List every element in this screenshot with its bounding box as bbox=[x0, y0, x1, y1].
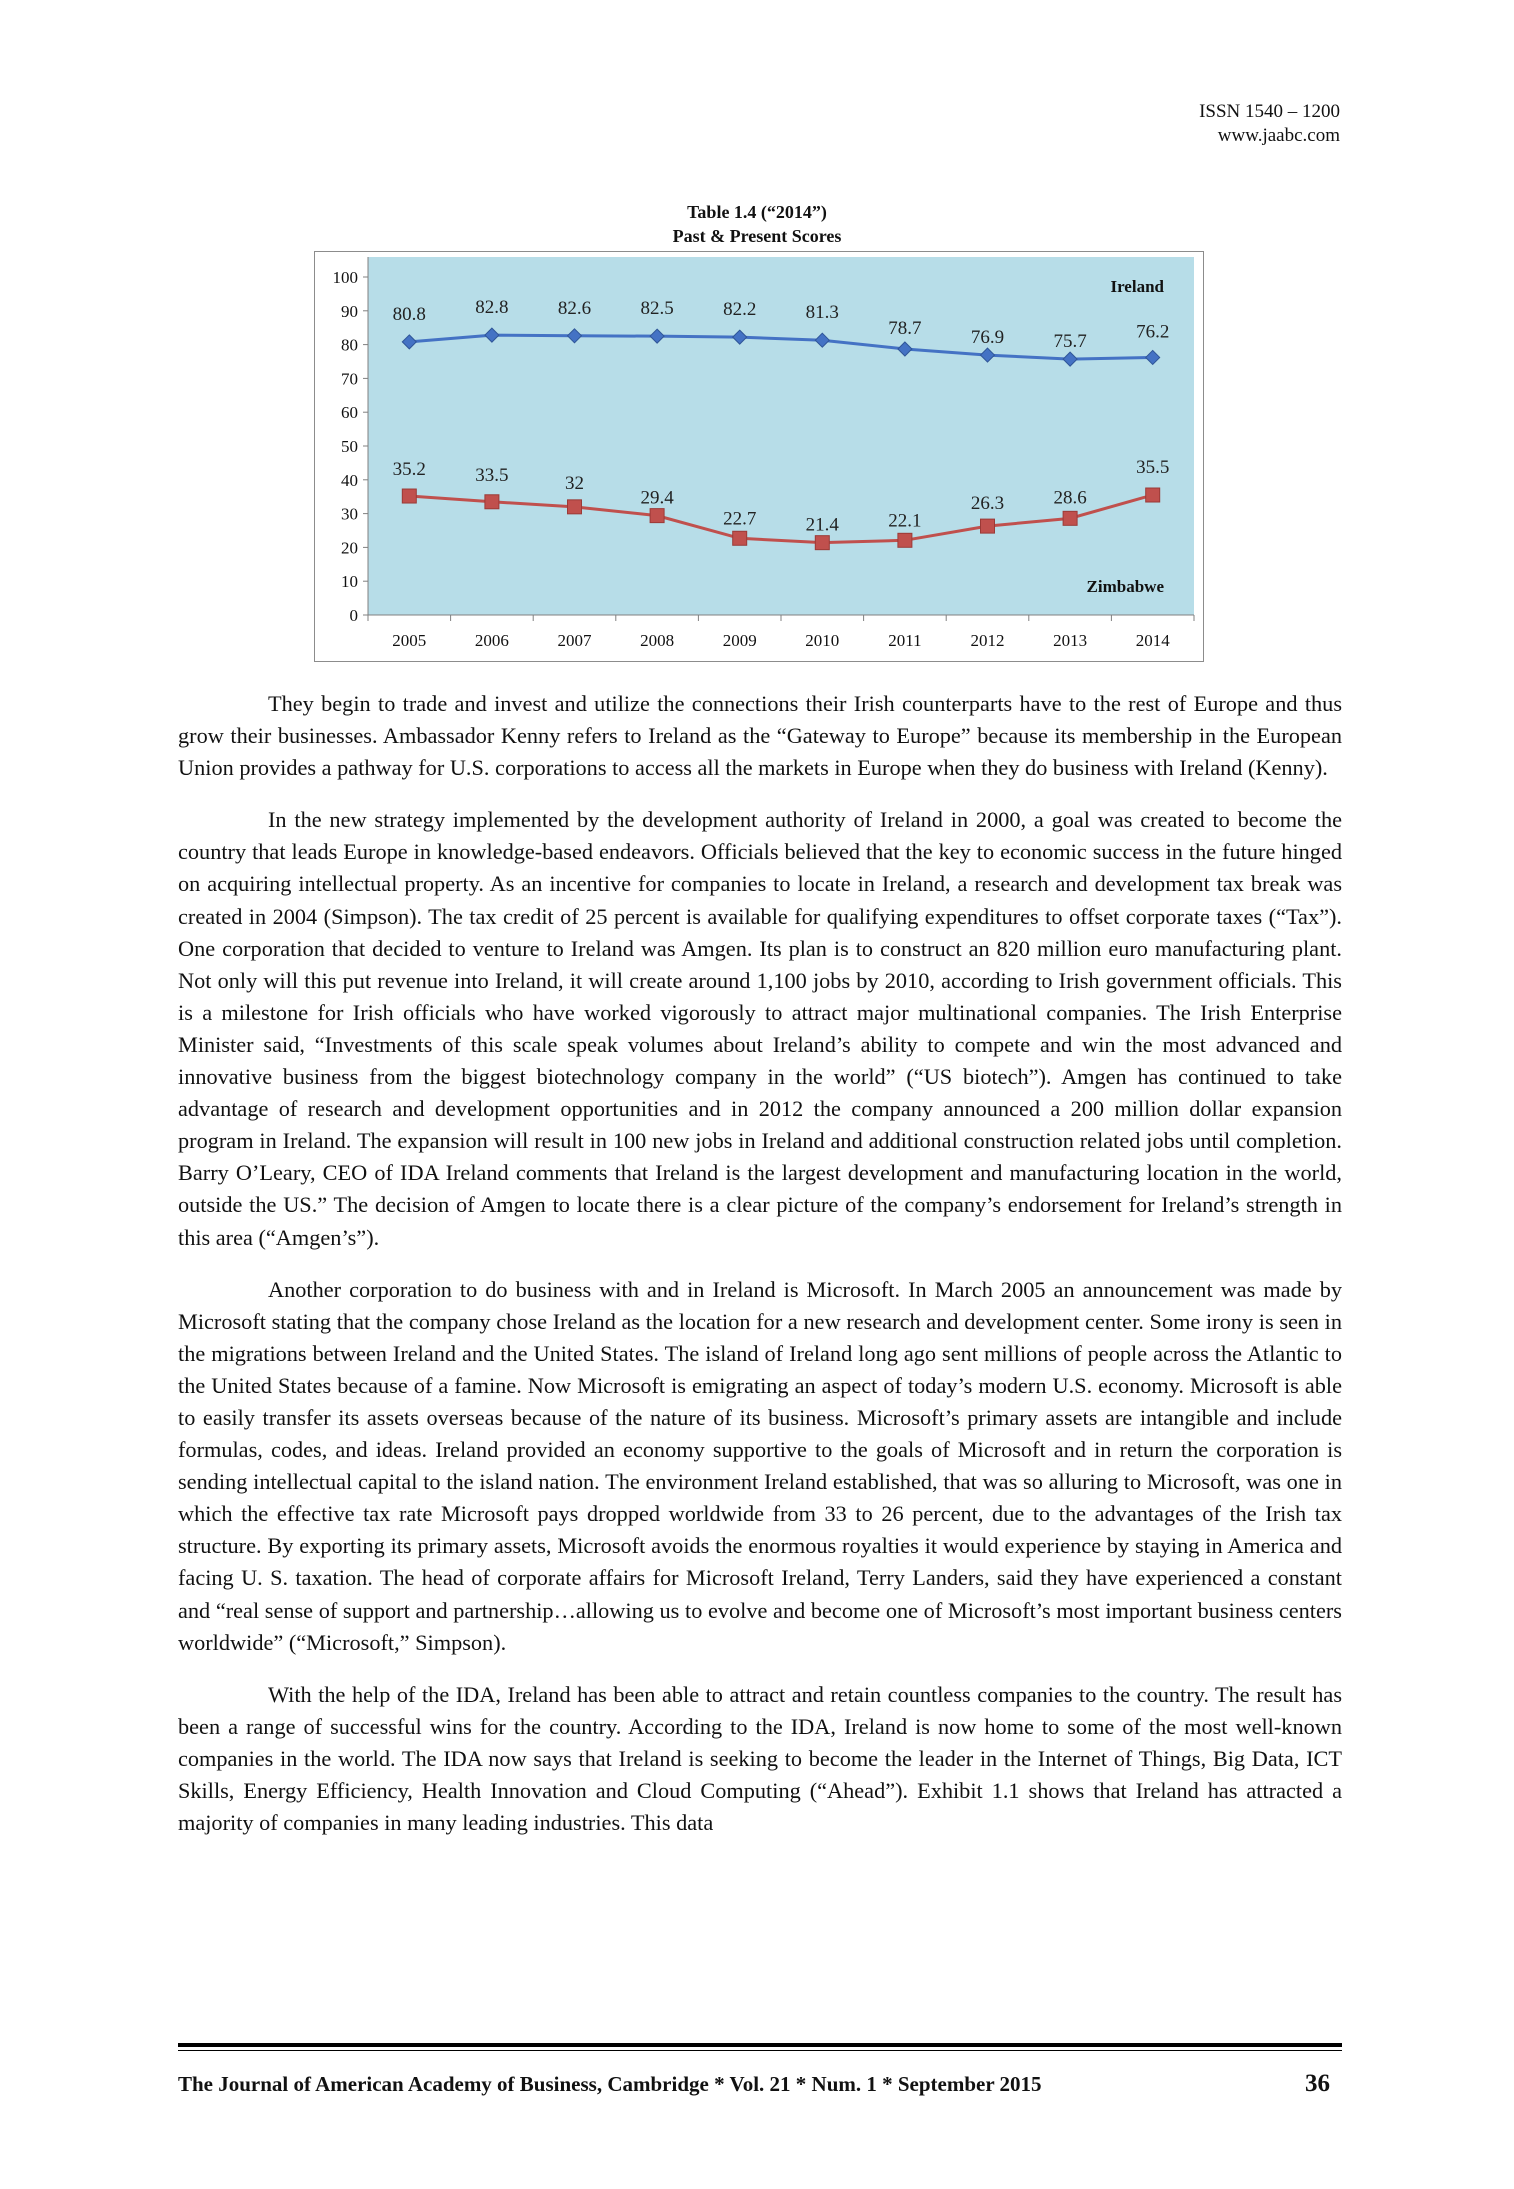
data-label-zimbabwe: 33.5 bbox=[475, 464, 509, 486]
footer-rule-thick bbox=[178, 2043, 1342, 2047]
data-label-ireland: 76.2 bbox=[1136, 321, 1170, 343]
data-label-zimbabwe: 28.6 bbox=[1053, 487, 1087, 509]
page-footer bbox=[178, 2072, 1342, 2102]
data-point-zimbabwe bbox=[485, 495, 499, 509]
y-tick-label: 50 bbox=[341, 437, 358, 456]
data-point-zimbabwe bbox=[568, 500, 582, 514]
chart-svg bbox=[314, 251, 1204, 662]
paragraph-amgen: In the new strategy implemented by the development authority of Ireland in 2000, a goal was created to become the country that leads Europe in knowledge-based endeavors. Officials believed that the key to economic success in the future hinged on acquiring intellectual property. As an incentive for companies to locate in Ireland, a research and development tax break was created in 2004 (Simpson). The tax credit of 25 percent is available for qualifying expenditures to offset corporate taxes (“Tax”). One corporation that decided to venture to Ireland was Amgen. Its plan is to construct an 820 million euro manufacturing plant. Not only will this put revenue into Ireland, it will create around 1,100 jobs by 2010, according to Irish government officials. This is a milestone for Irish officials who have worked vigorously to attract major multinational companies. The Irish Enterprise Minister said, “Investments of this scale speak volumes about Ireland’s ability to compete and win the most advanced and innovative business from the biggest biotechnology company in the world” (“US biotech”). Amgen has continued to take advantage of research and development opportunities and in 2012 the company announced a 200 million dollar expansion program in Ireland. The expansion will result in 100 new jobs in Ireland and additional construction related jobs until completion. Barry O’Leary, CEO of IDA Ireland comments that Ireland is the largest development and manufacturing location in the world, outside the US.” The decision of Amgen to locate there is a clear picture of the company’s endorsement for Ireland’s strength in this area (“Amgen’s”). bbox=[178, 807, 1342, 1250]
scores-line-chart bbox=[314, 251, 1204, 662]
series-label-ireland: Ireland bbox=[1110, 277, 1164, 296]
x-tick-label: 2014 bbox=[1135, 631, 1170, 650]
data-point-zimbabwe bbox=[981, 519, 995, 533]
footer-journal-citation: The Journal of American Academy of Business, Cambridge * Vol. 21 * Num. 1 * September 2015 bbox=[178, 2072, 1042, 2096]
data-label-ireland: 75.7 bbox=[1053, 331, 1087, 353]
y-tick-label: 90 bbox=[341, 301, 358, 321]
y-tick-label: 40 bbox=[341, 470, 358, 490]
data-label-ireland: 82.6 bbox=[557, 297, 592, 319]
data-point-zimbabwe bbox=[1146, 488, 1160, 502]
data-point-zimbabwe bbox=[733, 531, 747, 545]
issn-header bbox=[1199, 100, 1340, 148]
data-label-ireland: 78.7 bbox=[888, 317, 922, 339]
x-tick-label: 2009 bbox=[722, 631, 757, 650]
x-tick-label: 2005 bbox=[392, 631, 427, 650]
data-point-zimbabwe bbox=[815, 536, 829, 550]
x-tick-label: 2007 bbox=[557, 631, 592, 650]
data-label-zimbabwe: 35.5 bbox=[1136, 457, 1170, 479]
data-label-ireland: 76.9 bbox=[970, 327, 1005, 349]
footer-rule-thin bbox=[178, 2050, 1342, 2051]
chart-caption-title: Past & Present Scores bbox=[672, 226, 842, 246]
series-label-zimbabwe: Zimbabwe bbox=[1086, 577, 1164, 596]
data-point-zimbabwe bbox=[898, 533, 912, 547]
y-tick-label: 30 bbox=[341, 504, 358, 524]
journal-website: www.jaabc.com bbox=[1217, 125, 1340, 146]
y-tick-label: 80 bbox=[341, 335, 358, 355]
chart-caption bbox=[0, 200, 1514, 248]
article-body bbox=[178, 688, 1342, 1859]
x-tick-label: 2012 bbox=[970, 631, 1005, 650]
paragraph-ida: With the help of the IDA, Ireland has been able to attract and retain countless companies to the country. The result has been a range of successful wins for the country. According to the IDA, Ireland is now home to some of the most well-known companies in the world. The IDA now says that Ireland is seeking to become the leader in the Internet of Things, Big Data, ICT Skills, Energy Efficiency, Health Innovation and Cloud Computing (“Ahead”). Exhibit 1.1 shows that Ireland has attracted a majority of companies in many leading industries. This data bbox=[178, 1681, 1342, 1836]
y-tick-label: 10 bbox=[341, 572, 358, 592]
data-point-zimbabwe bbox=[650, 509, 664, 523]
paragraph-gateway: They begin to trade and invest and utilize the connections their Irish counterparts have to the rest of Europe and thus grow their businesses. Ambassador Kenny refers to Ireland as the “Gateway to Europe” because its membership in the European Union provides a pathway for U.S. corporations to access all the markets in Europe when they do business with Ireland (Kenny). bbox=[178, 691, 1342, 781]
data-label-zimbabwe: 22.7 bbox=[723, 508, 757, 530]
data-point-zimbabwe bbox=[402, 489, 416, 503]
data-label-zimbabwe: 21.4 bbox=[805, 514, 839, 536]
x-tick-label: 2010 bbox=[805, 631, 840, 650]
data-label-zimbabwe: 29.4 bbox=[640, 487, 674, 509]
chart-caption-table-number: Table 1.4 (“2014”) bbox=[687, 202, 827, 222]
data-label-zimbabwe: 35.2 bbox=[392, 459, 426, 481]
data-label-ireland: 82.5 bbox=[640, 298, 674, 320]
y-tick-label: 0 bbox=[349, 606, 358, 625]
y-tick-label: 70 bbox=[341, 369, 358, 389]
data-label-zimbabwe: 22.1 bbox=[888, 510, 922, 532]
data-label-ireland: 80.8 bbox=[392, 303, 426, 325]
data-label-ireland: 81.3 bbox=[805, 302, 839, 324]
page-number: 36 bbox=[1305, 2070, 1330, 2097]
issn-number: ISSN 1540 – 1200 bbox=[1199, 101, 1340, 122]
y-tick-label: 60 bbox=[341, 403, 358, 423]
x-tick-label: 2006 bbox=[474, 631, 509, 650]
data-label-ireland: 82.2 bbox=[723, 299, 757, 321]
data-label-ireland: 82.8 bbox=[475, 297, 509, 319]
data-point-zimbabwe bbox=[1063, 511, 1077, 525]
x-tick-label: 2013 bbox=[1053, 631, 1088, 650]
x-tick-label: 2008 bbox=[640, 631, 675, 650]
paragraph-microsoft: Another corporation to do business with and in Ireland is Microsoft. In March 2005 an announcement was made by Microsoft stating that the company chose Ireland as the location for a new research and development center. Some irony is seen in the migrations between Ireland and the United States. The island of Ireland long ago sent millions of people across the Atlantic to the United States because of a famine. Now Microsoft is emigrating an aspect of today’s modern U.S. economy. Microsoft is able to easily transfer its assets overseas because of the nature of its business. Microsoft’s primary assets are intangible and include formulas, codes, and ideas. Ireland provided an economy supportive to the goals of Microsoft and in return the corporation is sending intellectual capital to the island nation. The environment Ireland established, that was so alluring to Microsoft, was one in which the effective tax rate Microsoft pays dropped worldwide from 33 to 26 percent, due to the advantages of the Irish tax structure. By exporting its primary assets, Microsoft avoids the enormous royalties it would experience by staying in America and facing U. S. taxation. The head of corporate affairs for Microsoft Ireland, Terry Landers, said they have experienced a constant and “real sense of support and partnership…allowing us to evolve and become one of Microsoft’s most important business centers worldwide” (“Microsoft,” Simpson). bbox=[178, 1276, 1342, 1655]
y-tick-label: 100 bbox=[332, 268, 358, 287]
x-tick-label: 2011 bbox=[888, 631, 922, 650]
data-label-zimbabwe: 26.3 bbox=[970, 493, 1005, 515]
y-tick-label: 20 bbox=[341, 538, 358, 558]
data-label-zimbabwe: 32 bbox=[565, 472, 584, 494]
